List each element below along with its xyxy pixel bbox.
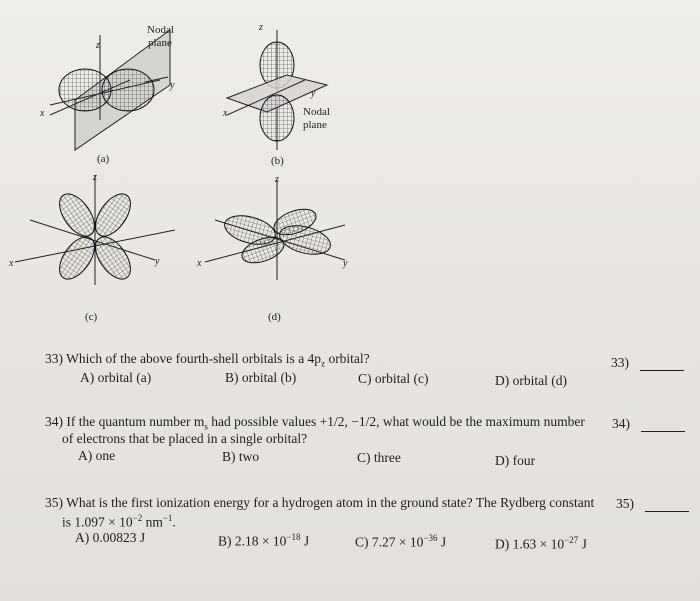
orbital-figure-a: [20, 10, 210, 165]
option-35-d[interactable]: [495, 535, 587, 553]
answer-label-34: 34): [612, 416, 630, 431]
answer-blank-35[interactable]: [645, 511, 689, 512]
axis-x-label-d: x: [197, 258, 202, 269]
axis-x-label-c: x: [9, 258, 14, 269]
nodal-plane-label-a-1: Nodal: [147, 24, 174, 36]
option-33-a[interactable]: A) orbital (a): [80, 370, 152, 385]
axis-y-label-a: y: [170, 80, 175, 91]
option-35-b[interactable]: [218, 532, 309, 550]
question-35-text: 35) What is the first ionization energy for a hydrogen atom in the ground state? The Rydberg constant: [45, 495, 595, 510]
question-33-text-end: orbital?: [325, 351, 370, 366]
option-34-b[interactable]: B) two: [222, 449, 260, 464]
figure-label-a: (a): [97, 153, 110, 165]
orbital-a-drawing: [20, 10, 210, 160]
option-35-b-text: B) 2.18 × 10: [218, 533, 287, 549]
question-34-text-main: 34) If the quantum number m: [45, 414, 205, 429]
option-35-c-text: C) 7.27 × 10: [355, 534, 424, 550]
answer-label-35: 35): [616, 496, 634, 511]
option-35-a-text: A) 0.00823 J: [75, 530, 146, 545]
axis-z-label-d: z: [275, 174, 279, 185]
nodal-plane-label-b-1: Nodal: [303, 106, 330, 118]
question-34-text-line2: of electrons that be placed in a single orbital?: [62, 431, 308, 446]
axis-z-label-c: z: [93, 172, 97, 183]
question-35-text-line2: [62, 510, 176, 531]
question-35-period: .: [172, 514, 176, 530]
question-34-text-end: had possible values +1/2, −1/2, what would be the maximum number: [207, 414, 585, 429]
axis-y-label-c: y: [155, 256, 160, 267]
option-35-d-text: D) 1.63 × 10: [495, 536, 565, 552]
axis-x-label-b: x: [223, 108, 228, 119]
option-34-c[interactable]: C) three: [357, 450, 401, 465]
option-35-b-unit: J: [300, 533, 310, 549]
option-33-b[interactable]: B) orbital (b): [225, 370, 297, 385]
nodal-plane-label-b-2: plane: [303, 119, 327, 131]
orbital-d-drawing: [195, 170, 365, 290]
answer-blank-33[interactable]: [640, 370, 684, 371]
question-33-text-main: 33) Which of the above fourth-shell orbitals is a 4p: [45, 351, 322, 366]
option-33-c[interactable]: C) orbital (c): [358, 371, 429, 386]
figure-label-b: (b): [271, 155, 284, 167]
axis-z-label-b: z: [259, 22, 263, 33]
axis-y-label-b: y: [311, 88, 316, 99]
question-35-exponent: −2: [132, 513, 143, 523]
orbital-figure-c: [5, 170, 180, 325]
question-35-unit-exponent: −1: [162, 513, 173, 523]
option-35-d-unit: J: [578, 536, 587, 552]
figure-label-d: (d): [268, 311, 281, 323]
orbital-figure-d: [195, 170, 365, 325]
option-33-d[interactable]: D) orbital (d): [495, 373, 567, 388]
orbital-c-drawing: [5, 170, 180, 290]
axis-y-label-d: y: [343, 258, 348, 269]
option-35-a[interactable]: [75, 530, 145, 546]
question-34-subscript: s: [204, 421, 208, 432]
axis-x-label-a: x: [40, 108, 45, 119]
figure-label-c: (c): [85, 311, 98, 323]
question-35-rydberg-value: is 1.097 × 10: [62, 514, 133, 530]
option-35-c[interactable]: [355, 533, 446, 551]
answer-label-33: 33): [611, 355, 629, 370]
option-35-d-exponent: −27: [564, 535, 579, 545]
option-34-d[interactable]: D) four: [495, 453, 536, 468]
question-35-unit: nm: [142, 514, 163, 530]
orbital-b-drawing: [215, 20, 345, 165]
option-35-b-exponent: −18: [286, 532, 301, 542]
axis-z-label-a: z: [96, 40, 100, 51]
orbital-figure-b: [215, 20, 345, 165]
option-35-c-unit: J: [437, 534, 447, 550]
option-34-a[interactable]: A) one: [78, 448, 116, 463]
option-35-c-exponent: −36: [423, 533, 438, 543]
question-33-subscript: z: [321, 358, 326, 369]
nodal-plane-label-a-2: plane: [148, 37, 172, 49]
answer-blank-34[interactable]: [641, 431, 685, 432]
